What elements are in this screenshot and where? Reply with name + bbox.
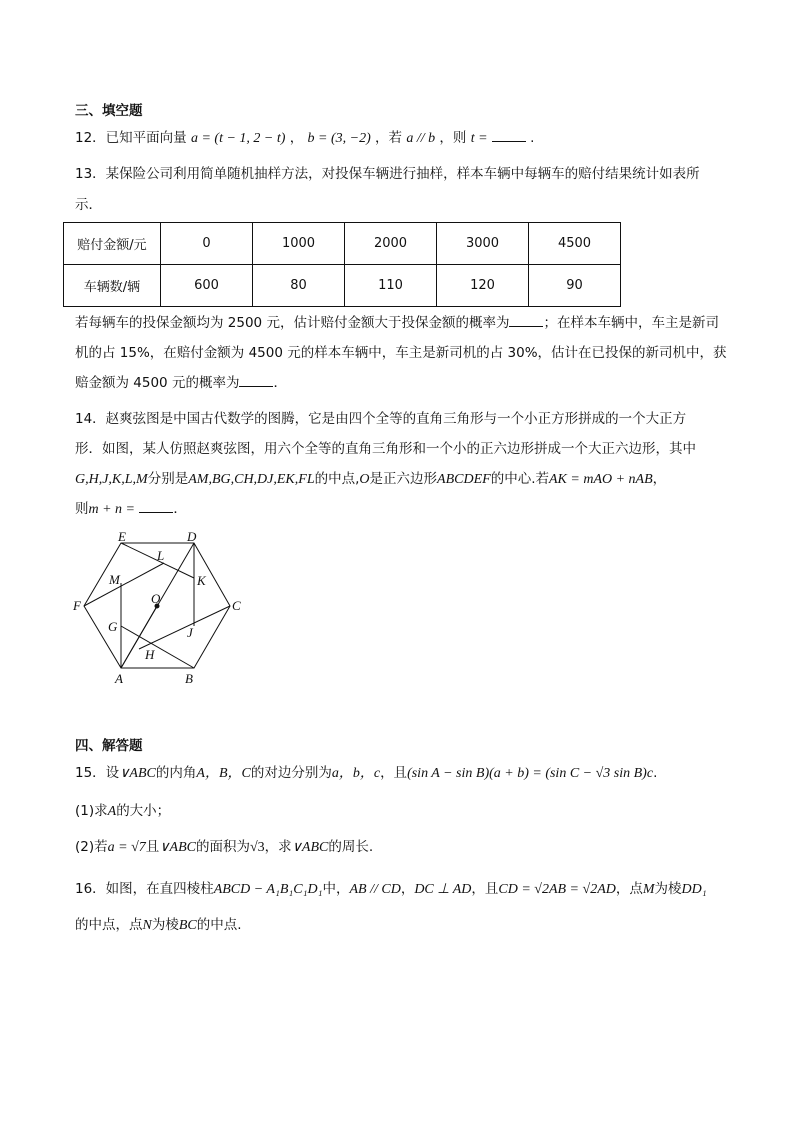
q16-point-N: N xyxy=(142,918,152,933)
q16-line-1 xyxy=(75,879,707,900)
label-B: B xyxy=(185,671,193,686)
q16-text: 的中点. xyxy=(196,917,242,933)
table-cell: 4500 xyxy=(529,223,621,265)
q12-comma: ， xyxy=(289,130,304,146)
q15-side-a: a = √7 xyxy=(107,840,146,855)
q13-text: 赔金额为 4500 元的概率为 xyxy=(75,375,240,391)
q12-end: . xyxy=(530,130,535,146)
q15-text: 的内角 xyxy=(155,765,197,781)
table-row xyxy=(64,265,621,307)
q15-equation: (sin A − sin B)(a + b) = (sin C − √3 sin B)c xyxy=(407,766,654,781)
table-cell: 90 xyxy=(529,265,621,307)
q15-line-1 xyxy=(75,763,657,784)
label-K: K xyxy=(197,573,206,588)
label-J: J xyxy=(187,625,193,640)
q14-line-2: 形．如图，某人仿照赵爽弦图，用六个全等的直角三角形和一个小的正六边形拼成一个大正六边形，其中 xyxy=(75,441,696,457)
table-cell: 110 xyxy=(345,265,437,307)
q14-line-4 xyxy=(75,499,187,520)
q15-triangle: ∨ABC xyxy=(159,840,196,855)
q13-paragraph-line-1 xyxy=(75,313,719,333)
table-cell: 2000 xyxy=(345,223,437,265)
q16-text: 为棱 xyxy=(151,917,179,933)
q16-text: ，点 xyxy=(615,881,643,897)
q15-text: 的对边分别为 xyxy=(250,765,332,781)
q13-line-1: 13．某保险公司利用简单随机抽样方法，对投保车辆进行抽样，样本车辆中每辆车的赔付结果统计如表所 xyxy=(75,166,700,182)
q13-text: 若每辆车的投保金额均为 2500 元，估计赔付金额大于投保金额的概率为 xyxy=(75,315,510,331)
q15-part-1 xyxy=(75,801,170,822)
label-G: G xyxy=(108,619,118,634)
q14-hexagon: ABCDEF xyxy=(437,472,491,487)
q12-vector-b: b = (3, −2) xyxy=(307,131,371,146)
q15-text: (1)求 xyxy=(75,803,108,819)
q12-t: t = xyxy=(470,131,488,146)
q14-line-3 xyxy=(75,469,666,490)
q14-text: 则 xyxy=(75,501,89,517)
table-cell: 120 xyxy=(437,265,529,307)
label-L: L xyxy=(157,548,165,563)
table-cell: 赔付金额/元 xyxy=(64,223,161,265)
q14-text: ． xyxy=(173,501,187,517)
q13-paragraph-line-3 xyxy=(75,373,287,393)
q15-text: 且 xyxy=(145,839,160,855)
q13-text: ；在样本车辆中，车主是新司 xyxy=(543,315,719,331)
answer-blank xyxy=(509,314,543,327)
q14-center: O xyxy=(359,472,370,487)
segment-CH xyxy=(139,606,230,649)
q15-text: ，求 xyxy=(264,839,292,855)
label-D: D xyxy=(187,529,197,544)
q16-text: 的中点，点 xyxy=(75,917,143,933)
q14-text: 的中点, xyxy=(314,471,360,487)
q15-text: ，且 xyxy=(380,765,408,781)
hexagon-figure xyxy=(62,528,262,690)
q15-angles: A，B，C xyxy=(196,766,251,781)
q15-text: . xyxy=(653,765,658,781)
q14-text: 的中心.若 xyxy=(490,471,549,487)
label-C: C xyxy=(232,598,241,613)
table-cell: 80 xyxy=(253,265,345,307)
q15-area: √3 xyxy=(249,840,265,855)
q16-edge: DD₁ xyxy=(681,882,707,897)
q15-text: (2)若 xyxy=(75,839,108,855)
q12-ask: ，则 xyxy=(439,130,467,146)
label-A: A xyxy=(115,671,123,686)
q14-line-1: 14．赵爽弦图是中国古代数学的图腾，它是由四个全等的直角三角形与一个小正方形拼成的一个大正方 xyxy=(75,411,687,427)
q12-condition: ，若 xyxy=(375,130,403,146)
q16-text: 16．如图，在直四棱柱 xyxy=(75,881,214,897)
answer-blank xyxy=(492,129,526,142)
label-E: E xyxy=(118,529,126,544)
q16-text: ，且 xyxy=(471,881,499,897)
q14-text: 是正六边形 xyxy=(369,471,438,487)
label-F: F xyxy=(73,598,81,613)
q15-triangle: ∨ABC xyxy=(119,766,156,781)
table-cell: 车辆数/辆 xyxy=(64,265,161,307)
q15-text: 的大小； xyxy=(116,803,171,819)
q15-text: 的周长. xyxy=(328,839,374,855)
q16-line-2 xyxy=(75,915,242,936)
q16-equation: CD = √2AB = √2AD xyxy=(498,882,616,897)
label-H: H xyxy=(145,647,155,662)
q16-prism: ABCD − A₁B₁C₁D₁ xyxy=(213,882,323,897)
q16-text: 为棱 xyxy=(654,881,682,897)
answer-blank xyxy=(239,374,273,387)
q14-segments: AM,BG,CH,DJ,EK,FL xyxy=(188,472,315,487)
q15-sides: a，b，c xyxy=(331,766,381,781)
q14-vector-equation: AK = mAO + nAB xyxy=(549,472,653,487)
q16-text: ， xyxy=(400,881,415,897)
q16-parallel: AB // CD xyxy=(349,882,401,897)
section-title-fill-in: 三、填空题 xyxy=(75,103,143,119)
q16-point-M: M xyxy=(642,882,655,897)
q16-edge-BC: BC xyxy=(178,918,197,933)
q14-text: 分别是 xyxy=(147,471,189,487)
q12-parallel: a // b xyxy=(406,131,436,146)
table-cell: 600 xyxy=(161,265,253,307)
q13-paragraph-line-2: 机的占 15%，在赔付金额为 4500 元的样本车辆中，车主是新司机的占 30%，估计在已投保的新司机中，获 xyxy=(75,345,727,361)
q12-vector-a: a = (t − 1, 2 − t) xyxy=(190,131,286,146)
q16-text: 中， xyxy=(322,881,350,897)
q13-text: ． xyxy=(273,375,287,391)
segment-BG xyxy=(121,626,194,668)
table-cell: 3000 xyxy=(437,223,529,265)
q15-part-2 xyxy=(75,837,373,858)
claims-table xyxy=(63,222,621,307)
q15-text: 15．设 xyxy=(75,765,120,781)
q14-expression: m + n = xyxy=(88,502,136,517)
q16-perpendicular: DC ⊥ AD xyxy=(414,882,472,897)
q13-line-2: 示． xyxy=(75,197,102,213)
q14-text: ， xyxy=(652,471,667,487)
section-title-solutions: 四、解答题 xyxy=(75,738,143,754)
q15-triangle: ∨ABC xyxy=(291,840,329,855)
table-cell: 1000 xyxy=(253,223,345,265)
label-M: M xyxy=(109,572,120,587)
label-O: O xyxy=(151,591,161,606)
q14-points: G,H,J,K,L,M xyxy=(75,472,148,487)
q15-angle-A: A xyxy=(107,804,117,819)
q15-text: 的面积为 xyxy=(195,839,250,855)
question-12 xyxy=(75,128,534,149)
table-cell: 0 xyxy=(161,223,253,265)
q12-prefix: 12．已知平面向量 xyxy=(75,130,187,146)
table-row xyxy=(64,223,621,265)
answer-blank xyxy=(139,500,173,513)
